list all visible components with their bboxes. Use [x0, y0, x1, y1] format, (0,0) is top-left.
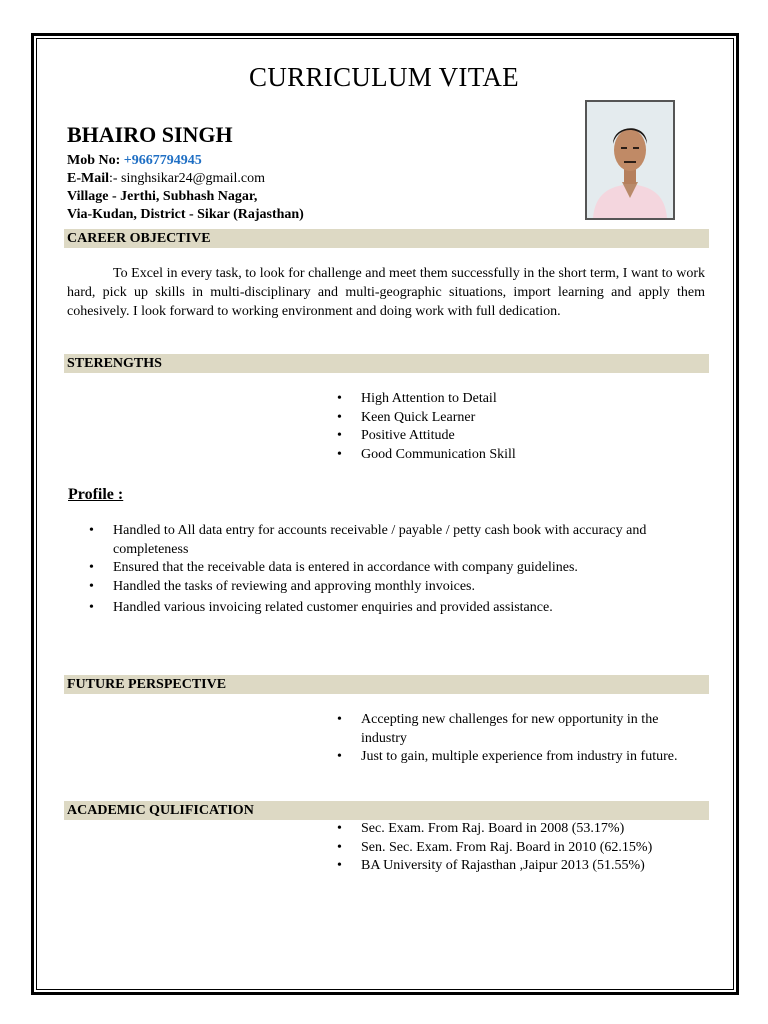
list-item: • Positive Attitude [335, 427, 516, 446]
section-header-future-perspective: FUTURE PERSPECTIVE [64, 675, 709, 694]
candidate-name: BHAIRO SINGH [67, 122, 233, 147]
list-item: • Just to gain, multiple experience from industry in future. [335, 748, 707, 767]
strengths-list [335, 390, 516, 464]
mobile-number: +9667794945 [123, 153, 202, 168]
list-item: • Sec. Exam. From Raj. Board in 2008 (53.17%) [335, 820, 652, 839]
address-line-2: Via-Kudan, District - Sikar (Rajasthan) [67, 207, 304, 222]
mobile-line [67, 152, 202, 170]
academic-list [335, 820, 652, 876]
career-objective-text: To Excel in every task, to look for challenge and meet them successfully in the short term, I want to work hard, pick up skills in multi-disciplinary and multi-geographic situations, import learning and apply them cohesively. I look forward to working environment and doing work with full dedication. [67, 266, 705, 319]
section-header-strengths: STERENGTHS [64, 354, 709, 373]
list-item: • High Attention to Detail [335, 390, 516, 409]
address-line-1: Village - Jerthi, Subhash Nagar, [67, 189, 258, 204]
future-perspective-list [335, 711, 707, 767]
list-item: • Good Communication Skill [335, 446, 516, 465]
list-item: • Keen Quick Learner [335, 409, 516, 428]
mobile-label: Mob No: [67, 153, 124, 168]
list-item: • BA University of Rajasthan ,Jaipur 2013 (51.55%) [335, 857, 652, 876]
email-value: :- singhsikar24@gmail.com [109, 171, 265, 186]
list-item: • Handled to All data entry for accounts receivable / payable / petty cash book with accuracy and completeness [87, 522, 702, 559]
list-item: • Handled the tasks of reviewing and approving monthly invoices. [87, 578, 702, 597]
profile-list [87, 522, 702, 618]
list-item: • Ensured that the receivable data is entered in accordance with company guidelines. [87, 559, 702, 578]
list-item: • Handled various invoicing related customer enquiries and provided assistance. [87, 599, 702, 618]
list-item: • Accepting new challenges for new opportunity in the industry [335, 711, 707, 748]
section-header-career-objective: CAREER OBJECTIVE [64, 229, 709, 248]
email-label: E-Mail [67, 171, 109, 186]
list-item: • Sen. Sec. Exam. From Raj. Board in 2010 (62.15%) [335, 839, 652, 858]
person-portrait-icon [587, 102, 673, 218]
section-header-academic-qualification: ACADEMIC QULIFICATION [64, 801, 709, 820]
document-title: CURRICULUM VITAE [249, 62, 519, 92]
profile-heading: Profile : [68, 486, 124, 503]
email-line [67, 170, 265, 188]
profile-photo [585, 100, 675, 220]
